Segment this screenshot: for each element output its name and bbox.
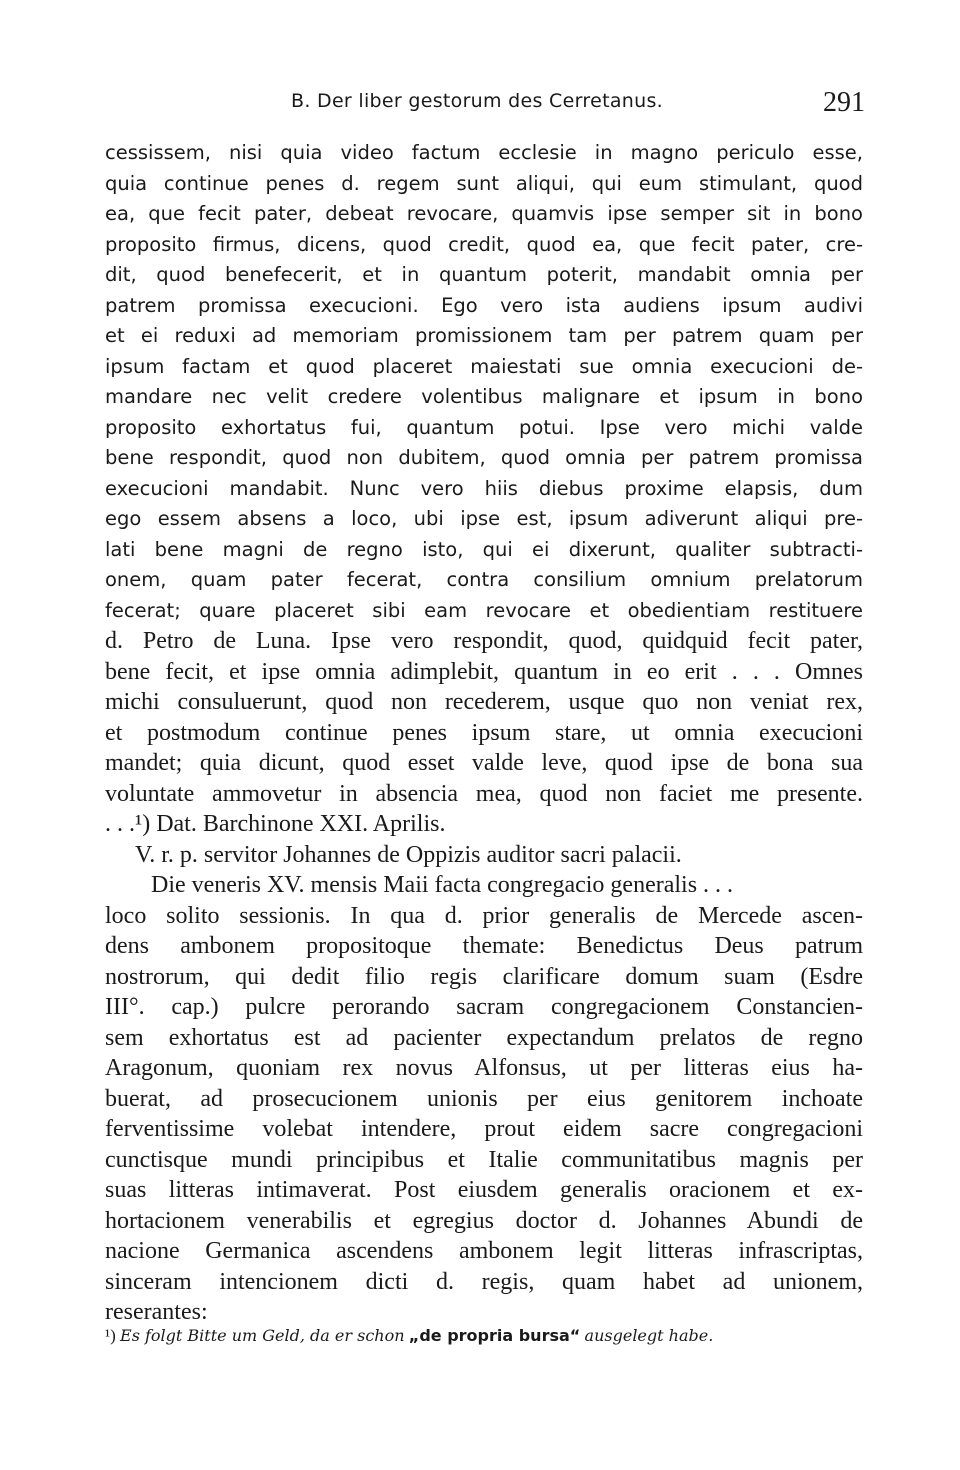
text-line: bene fecit, et ipse omnia adimplebit, quantum in eo erit . . . Omnes [105, 658, 863, 685]
running-head [105, 88, 865, 124]
text-line: fecerat; quare placeret sibi eam revocare et obedientiam restituere [105, 598, 863, 622]
text-line: cunctisque mundi principibus et Italie communitatibus magnis per [105, 1146, 863, 1173]
text-line: reserantes: [105, 1299, 208, 1325]
text-line: et postmodum continue penes ipsum stare, ut omnia execucioni [105, 719, 863, 746]
text-line: . . .¹) Dat. Barchinone XXI. Aprilis. [105, 811, 446, 837]
footnote-text: Es folgt Bitte um Geld, da er schon [120, 1326, 405, 1345]
text-line: sem exhortatus est ad pacienter expectandum prelatos de regno [105, 1024, 863, 1051]
text-line: mandare nec velit credere volentibus malignare et ipsum in bono [105, 385, 863, 408]
text-line: nacione Germanica ascendens ambonem legit litteras infrascriptas, [105, 1238, 863, 1264]
text-line: V. r. p. servitor Johannes de Oppizis auditor sacri palacii. [135, 841, 682, 868]
footnote-text-end: ausgelegt habe. [584, 1326, 714, 1345]
text-line: lati bene magni de regno isto, qui ei dixerunt, qualiter subtracti- [105, 537, 863, 561]
page-number: 291 [823, 87, 865, 118]
text-line: proposito exhortatus fui, quantum potui. Ipse vero michi valde [105, 415, 863, 439]
running-title: B. Der liber gestorum des Cerretanus. [291, 90, 663, 112]
text-line: patrem promissa execucioni. Ego vero ista audiens ipsum audivi [105, 293, 863, 317]
text-line: sinceram intencionem dicti d. regis, quam habet ad unionem, [105, 1268, 863, 1295]
footnote-marker: ¹) [105, 1326, 116, 1345]
text-line: michi consuluerunt, quod non recederem, usque quo non veniat rex, [105, 689, 863, 715]
text-line: ea, que fecit pater, debeat revocare, quamvis ipse semper sit in bono [105, 202, 863, 225]
text-line: suas litteras intimaverat. Post eiusdem generalis oracionem et ex- [105, 1177, 863, 1203]
text-line: Aragonum, quoniam rex novus Alfonsus, ut per litteras eius ha- [105, 1055, 863, 1081]
footnote [105, 1326, 863, 1346]
text-line: voluntate ammovetur in absencia mea, quod non faciet me presente. [105, 780, 863, 807]
text-line: proposito firmus, dicens, quod credit, quod ea, que fecit pater, cre- [105, 232, 863, 256]
text-line: hortacionem venerabilis et egregius doctor d. Johannes Abundi de [105, 1207, 863, 1234]
body-text [105, 138, 863, 1328]
text-line: ipsum factam et quod placeret maiestati sue omnia execucioni de- [105, 354, 863, 378]
text-line: buerat, ad prosecucionem unionis per eius genitorem inchoate [105, 1085, 863, 1112]
text-line: quia continue penes d. regem sunt aliqui, qui eum stimulant, quod [105, 171, 863, 195]
text-line: d. Petro de Luna. Ipse vero respondit, quod, quidquid fecit pater, [105, 628, 863, 654]
text-line: cessissem, nisi quia video factum ecclesie in magno periculo esse, [105, 141, 863, 164]
text-line: dens ambonem propositoque themate: Benedictus Deus patrum [105, 933, 863, 959]
text-line: III°. cap.) pulcre perorando sacram congregacionem Constancien- [105, 994, 863, 1020]
text-line: bene respondit, quod non dubitem, quod omnia per patrem promissa [105, 446, 863, 469]
text-line: execucioni mandabit. Nunc vero hiis diebus proxime elapsis, dum [105, 476, 863, 500]
text-line: loco solito sessionis. In qua d. prior generalis de Mercede ascen- [105, 902, 863, 929]
text-line: onem, quam pater fecerat, contra consilium omnium prelatorum [105, 568, 863, 591]
text-line: mandet; quia dicunt, quod esset valde leve, quod ipse de bona sua [105, 750, 863, 776]
text-line: nostrorum, qui dedit filio regis clarificare domum suam (Esdre [105, 963, 863, 990]
text-line: ego essem absens a loco, ubi ipse est, ipsum adiverunt aliqui pre- [105, 507, 863, 530]
text-line: dit, quod benefecerit, et in quantum poterit, mandabit omnia per [105, 263, 863, 286]
text-line: et ei reduxi ad memoriam promissionem tam per patrem quam per [105, 324, 863, 347]
text-line: Die veneris XV. mensis Maii facta congregacio generalis . . . [151, 872, 734, 898]
footnote-quote: „de propria bursa“ [408, 1326, 581, 1345]
text-line: ferventissime volebat intendere, prout eidem sacre congregacioni [105, 1116, 863, 1142]
